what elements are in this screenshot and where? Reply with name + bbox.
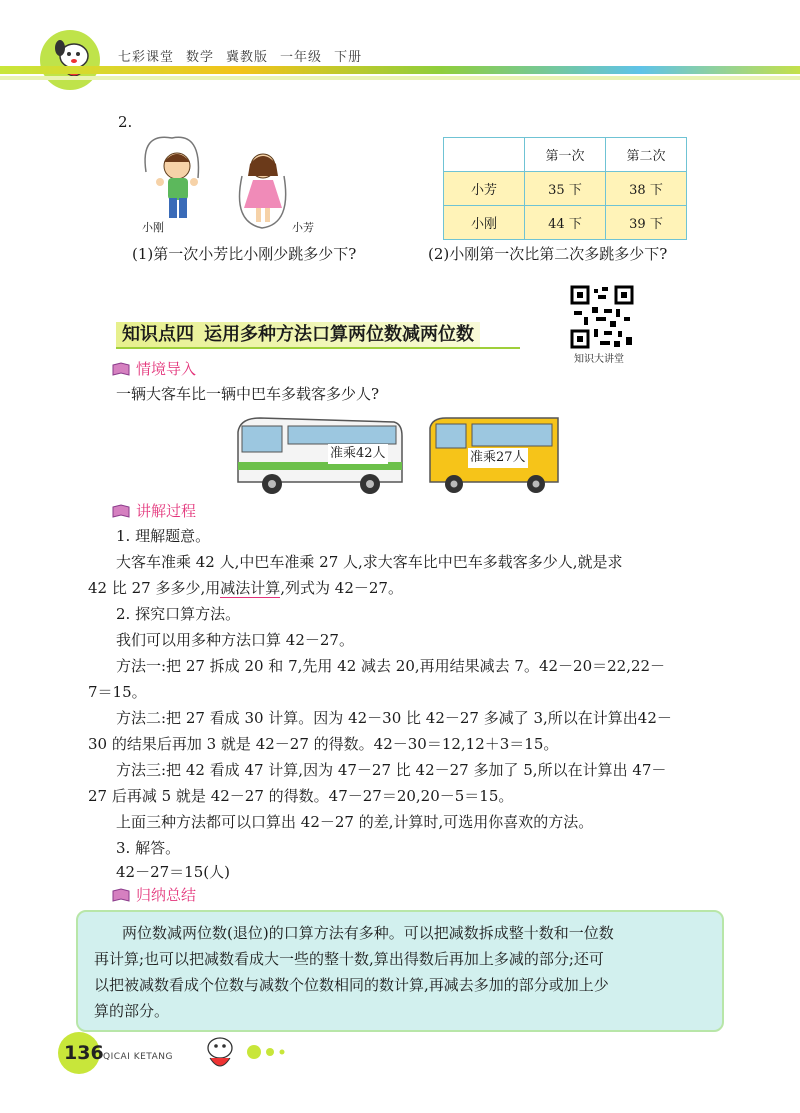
qr-code-icon: [570, 285, 634, 349]
footer-mascot-icon: [196, 1030, 296, 1078]
table-row: [444, 206, 687, 240]
paragraph-1-text-b: ,列式为 42－27。: [280, 579, 403, 597]
method-3-line-1: 方法三:把 42 看成 47 计算,因为 47－27 比 42－27 多加了 5,所以在计算出 47－: [116, 761, 667, 779]
underlined-term: 减法计算: [220, 579, 281, 597]
summary-line-4: 算的部分。: [94, 1002, 170, 1020]
table-cell: 38 下: [606, 172, 687, 206]
situation-heading: 情境导入: [136, 360, 197, 378]
footer-label: QICAI KETANG: [103, 1052, 173, 1062]
table-header-first: 第一次: [525, 138, 606, 172]
table-cell: 44 下: [525, 206, 606, 240]
header-subject: 数学: [186, 50, 215, 65]
method-2-line-2: 30 的结果后再加 3 就是 42－27 的得数。42－30＝12,12＋3＝15。: [88, 735, 559, 753]
paragraph-2: 我们可以用多种方法口算 42－27。: [116, 631, 354, 649]
header-bar-light: [0, 76, 800, 80]
section-underline: [116, 347, 520, 349]
header-series: 七彩课堂: [118, 50, 175, 65]
big-bus-sign: 准乘42人: [328, 444, 388, 464]
jump-count-table: [443, 137, 687, 240]
table-header-row: [444, 138, 687, 172]
summary-heading: 归纳总结: [136, 886, 197, 904]
minibus-sign: 准乘27人: [468, 448, 528, 468]
explain-heading-block: [112, 500, 196, 521]
section-header: [116, 322, 480, 348]
table-corner-cell: [444, 138, 525, 172]
mascot-icon: [44, 34, 100, 90]
summary-line-3: 以把被减数看成个位数与减数个位数相同的数计算,再减去多加的部分或加上少: [94, 976, 609, 994]
paragraph-1-line-2: [88, 578, 403, 598]
girl-label: 小芳: [292, 221, 314, 234]
answer: 42－27＝15(人): [116, 863, 230, 881]
method-1-line-1: 方法一:把 27 拆成 20 和 7,先用 42 减去 20,再用结果减去 7。42－20＝22,22－: [116, 657, 666, 675]
table-cell: 39 下: [606, 206, 687, 240]
section-tag: 知识点四: [122, 324, 194, 345]
summary-box: [76, 910, 724, 1032]
problem-number: 2.: [118, 113, 133, 131]
paragraph-3: 上面三种方法都可以口算出 42－27 的差,计算时,可选用你喜欢的方法。: [116, 813, 594, 831]
step-2: 2. 探究口算方法。: [116, 605, 241, 623]
table-row-label: 小芳: [444, 172, 525, 206]
situation-heading-block: [112, 358, 196, 379]
book-icon: [112, 504, 130, 518]
page-number: 136: [64, 1042, 104, 1064]
header-volume: 下册: [334, 50, 363, 65]
paragraph-1-line-1: 大客车准乘 42 人,中巴车准乘 27 人,求大客车比中巴车多载客多少人,就是求: [116, 553, 623, 571]
method-1-line-2: 7＝15。: [88, 683, 147, 701]
table-cell: 35 下: [525, 172, 606, 206]
book-icon: [112, 362, 130, 376]
header-grade: 一年级: [280, 50, 323, 65]
summary-line-1: 两位数减两位数(退位)的口算方法有多种。可以把减数拆成整十数和一位数: [122, 924, 614, 942]
table-row-label: 小刚: [444, 206, 525, 240]
header-title: [118, 46, 374, 65]
method-3-line-2: 27 后再减 5 就是 42－27 的得数。47－27＝20,20－5＝15。: [88, 787, 514, 805]
header-edition: 冀教版: [226, 50, 269, 65]
question-2: (2)小刚第一次比第二次多跳多少下?: [428, 245, 668, 263]
summary-heading-block: [112, 884, 196, 905]
paragraph-1-text-a: 42 比 27 多多少,用: [88, 579, 221, 597]
table-header-second: 第二次: [606, 138, 687, 172]
step-1: 1. 理解题意。: [116, 527, 211, 545]
question-1: (1)第一次小芳比小刚少跳多少下?: [132, 245, 357, 263]
situation-question: 一辆大客车比一辆中巴车多载客多少人?: [116, 385, 380, 403]
boy-label: 小刚: [142, 221, 164, 234]
summary-line-2: 再计算;也可以把减数看成大一些的整十数,算出得数后再加上多减的部分;还可: [94, 950, 604, 968]
header-bar: [0, 66, 800, 74]
book-icon: [112, 888, 130, 902]
table-row: [444, 172, 687, 206]
step-3: 3. 解答。: [116, 839, 181, 857]
section-title: 运用多种方法口算两位数减两位数: [204, 324, 474, 345]
method-2-line-1: 方法二:把 27 看成 30 计算。因为 42－30 比 42－27 多减了 3,所以在计算出42－: [116, 709, 672, 727]
explain-heading: 讲解过程: [136, 502, 197, 520]
qr-label: 知识大讲堂: [574, 354, 624, 365]
